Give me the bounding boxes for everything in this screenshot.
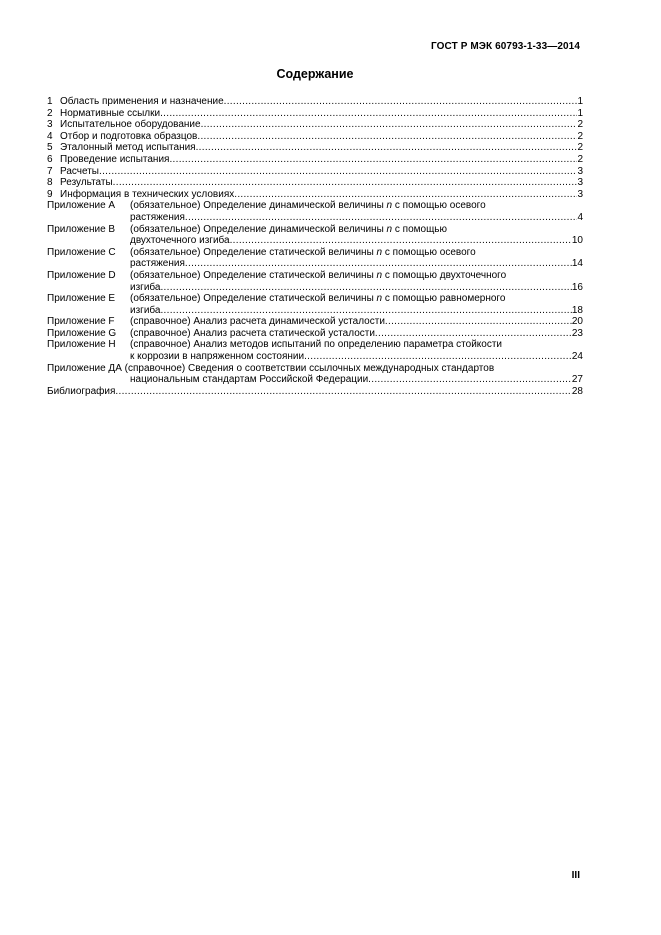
page-ref: 24 [571,351,583,363]
appendix-title-line2: национальным стандартам Российской Федерации [130,374,369,386]
page-number: III [571,870,580,881]
page-ref: 10 [571,235,583,247]
dot-leader [196,142,578,154]
section-number: 3 [47,119,53,131]
appendix-title-line1: (обязательное) Определение статической величины n с помощью осевого [130,246,476,258]
appendix-label: Приложение G [47,327,117,339]
dot-leader [201,119,578,131]
appendix-label: Приложение В [47,223,116,235]
appendix-title-line1: (справочное) Анализ методов испытаний по определению параметра стойкости [130,339,503,351]
variable-n: n [386,200,393,212]
section-number: 2 [47,107,53,119]
dot-leader [230,235,572,247]
toc-entry-appendix-h[interactable] [47,339,583,362]
toc-entry-bibliography[interactable] [47,386,583,398]
section-number: 1 [47,96,53,107]
bibliography-title: Библиография [47,385,116,397]
appendix-title-line1: (обязательное) Определение динамической величины n с помощью осевого [130,200,486,212]
variable-n: n [376,246,383,258]
dot-leader [197,131,577,143]
page-ref: 1 [577,107,583,119]
section-title: Проведение испытания [60,153,170,165]
appendix-title-line2: к коррозии в напряженном состоянии [130,351,305,363]
page-ref: 14 [571,258,583,270]
dot-leader [304,351,572,363]
page-ref: 2 [577,153,583,165]
section-title: Результаты [60,177,113,189]
appendix-label: Приложение Н [47,339,116,351]
toc-entry-section-6[interactable] [47,154,583,166]
dot-leader [185,212,578,224]
appendix-title-line2: растяжения [130,258,185,270]
page-ref: 1 [577,96,583,107]
appendix-title-line1: (обязательное) Определение динамической величины n с помощью [130,223,448,235]
appendix-label: Приложение ДА [47,362,122,374]
dot-leader [375,328,572,340]
appendix-label: Приложение Е [47,293,116,305]
toc-entry-section-4[interactable] [47,131,583,143]
section-title: Область применения и назначение [60,96,224,107]
page-ref: 2 [577,130,583,142]
appendix-title: (справочное) Анализ расчета динамической усталости [130,316,385,328]
section-title: Информация в технических условиях [60,188,235,200]
appendix-label: Приложение С [47,246,116,258]
page-ref: 23 [571,327,583,339]
appendix-label: Приложение А [47,200,116,212]
page-ref: 3 [577,177,583,189]
section-title: Эталонный метод испытания [60,142,196,154]
toc-entry-appendix-f[interactable] [47,316,583,328]
toc-entry-section-2[interactable] [47,108,583,120]
page-ref: 27 [571,374,583,386]
toc-entry-appendix-a[interactable] [47,200,583,223]
toc-entry-section-7[interactable] [47,166,583,178]
page-ref: 2 [577,119,583,131]
section-number: 4 [47,130,53,142]
page-ref: 3 [577,188,583,200]
page-ref: 16 [571,281,583,293]
section-number: 8 [47,177,53,189]
section-number: 7 [47,165,53,177]
toc-entry-appendix-c[interactable] [47,247,583,270]
toc-entry-appendix-e[interactable] [47,293,583,316]
toc-entry-appendix-b[interactable] [47,224,583,247]
variable-n: n [376,293,383,305]
appendix-title-line2: двухточечного изгиба [130,235,230,247]
toc-entry-appendix-da[interactable] [47,363,583,386]
appendix-title-line1: Приложение ДА (справочное) Сведения о соответствии ссылочных международных стандартов [47,362,495,374]
dot-leader [160,305,571,317]
toc-entry-section-5[interactable] [47,142,583,154]
appendix-title-line1: (обязательное) Определение статической величины n с помощью равномерного [130,293,506,305]
appendix-title-line2: изгиба [130,281,161,293]
dot-leader [224,96,578,108]
section-title: Расчеты [60,165,99,177]
section-number: 5 [47,142,53,154]
table-of-contents [47,96,583,397]
variable-n: n [386,223,393,235]
appendix-label: Приложение D [47,269,116,281]
page-ref: 28 [571,385,583,397]
appendix-title-line2: растяжения [130,211,185,223]
toc-entry-section-8[interactable] [47,177,583,189]
dot-leader [368,374,572,386]
appendix-title-line2: изгиба [130,304,161,316]
section-number: 9 [47,188,53,200]
page-ref: 4 [577,211,583,223]
document-id: ГОСТ Р МЭК 60793-1-33—2014 [431,41,580,52]
section-title: Нормативные ссылки [60,107,161,119]
dot-leader [99,166,577,178]
appendix-label: Приложение F [47,316,115,328]
toc-entry-appendix-g[interactable] [47,328,583,340]
dot-leader [234,189,577,201]
page-ref: 20 [571,316,583,328]
page-ref: 18 [571,304,583,316]
variable-n: n [376,269,383,281]
section-title: Испытательное оборудование [60,119,201,131]
toc-entry-section-9[interactable] [47,189,583,201]
page-ref: 3 [577,165,583,177]
dot-leader [113,177,578,189]
section-number: 6 [47,153,53,165]
toc-entry-appendix-d[interactable] [47,270,583,293]
appendix-title: (справочное) Анализ расчета статической усталости [130,327,375,339]
dot-leader [169,154,577,166]
dot-leader [160,108,577,120]
appendix-title-line1: (обязательное) Определение статической величины n с помощью двухточечного [130,269,507,281]
dot-leader [185,258,572,270]
toc-entry-section-1[interactable] [47,96,583,108]
dot-leader [385,316,572,328]
toc-entry-section-3[interactable] [47,119,583,131]
section-title: Отбор и подготовка образцов [60,130,198,142]
dot-leader [115,386,571,398]
page-title: Содержание [276,67,354,81]
dot-leader [160,282,571,294]
page-ref: 2 [577,142,583,154]
